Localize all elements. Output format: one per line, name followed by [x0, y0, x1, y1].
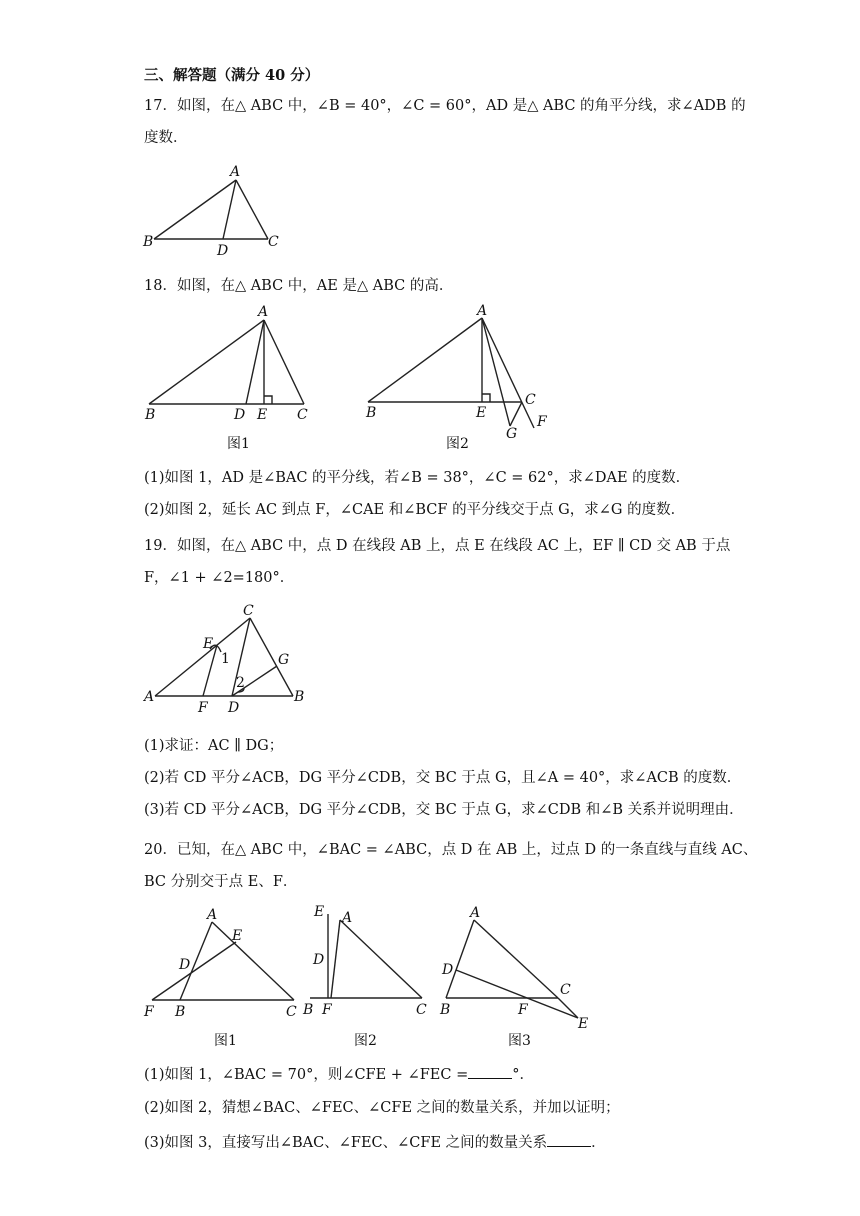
q19-part1: (1)求证：AC ∥ DG； [144, 738, 284, 754]
q20-fig2-label-B: B [303, 1002, 314, 1018]
q17-text-line2: 度数． [144, 130, 188, 146]
q18-fig2-caption: 图2 [446, 436, 469, 452]
q20-fig2-label-D: D [313, 952, 325, 968]
q20-fig3-label-F: F [518, 1002, 528, 1018]
q19-label-D: D [228, 700, 240, 716]
q20-fig2-label-F: F [322, 1002, 332, 1018]
section-title: 三、解答题（满分 40 分） [144, 67, 320, 84]
q18-fig2-label-E: E [476, 405, 487, 421]
q19-label-E: E [203, 636, 214, 652]
q18-fig2-label-A: A [477, 303, 488, 319]
q20-fig1-label-B: B [175, 1004, 186, 1020]
q20-figure-1 [140, 900, 310, 1050]
q20-fig1-label-A: A [207, 907, 218, 923]
q19-part2: (2)若 CD 平分∠ACB，DG 平分∠CDB，交 BC 于点 G，且∠A = 40°，求∠ACB 的度数． [144, 770, 742, 786]
q17-label-A: A [230, 164, 241, 180]
q18-fig2-label-B: B [366, 405, 377, 421]
q20-fig2-caption: 图2 [354, 1033, 377, 1049]
q18-fig2-label-C: C [525, 392, 536, 408]
q17-label-D: D [217, 243, 229, 259]
q20-fig1-label-F: F [144, 1004, 154, 1020]
q19-label-G: G [278, 652, 290, 668]
q20-fig3-label-C: C [560, 982, 571, 998]
q18-fig2-label-F: F [537, 414, 547, 430]
q17-figure [140, 160, 290, 260]
q20-part3-text: (3)如图 3，直接写出∠BAC、∠FEC、∠CFE 之间的数量关系 [144, 1135, 548, 1151]
q20-fig1-label-D: D [179, 957, 191, 973]
q18-part2: (2)如图 2，延长 AC 到点 F，∠CAE 和∠BCF 的平分线交于点 G，求∠G 的度数． [144, 502, 686, 518]
q20-text-line1: 20．已知，在△ ABC 中，∠BAC = ∠ABC，点 D 在 AB 上，过点 D 的一条直线与直线 AC、 [144, 842, 758, 858]
q18-fig1-label-B: B [145, 407, 156, 423]
q19-label-B: B [294, 689, 305, 705]
q20-fig3-label-D: D [442, 962, 454, 978]
q20-part1-blank[interactable] [468, 1064, 512, 1079]
q20-fig2-label-A: A [342, 910, 353, 926]
q20-fig1-caption: 图1 [214, 1033, 237, 1049]
q18-fig1-label-E: E [257, 407, 268, 423]
q20-text-line2: BC 分别交于点 E、F． [144, 874, 298, 890]
q20-figure-2 [300, 900, 440, 1050]
q20-part1-text: (1)如图 1，∠BAC = 70°，则∠CFE + ∠FEC = [144, 1067, 469, 1083]
q20-fig2-label-E: E [314, 904, 325, 920]
q20-fig1-label-C: C [286, 1004, 297, 1020]
q20-part1-suffix: °． [512, 1067, 534, 1083]
q20-part1 [144, 1064, 534, 1085]
q19-label-A: A [144, 689, 155, 705]
q19-text-line2: F，∠1 + ∠2=180°． [144, 570, 295, 586]
q18-text-line1: 18．如图，在△ ABC 中，AE 是△ ABC 的高． [144, 278, 454, 294]
q19-figure [140, 600, 320, 720]
q17-label-B: B [143, 234, 154, 250]
q18-fig1-label-D: D [234, 407, 246, 423]
q18-part1: (1)如图 1，AD 是∠BAC 的平分线，若∠B = 38°，∠C = 62°，求∠DAE 的度数． [144, 470, 691, 486]
q18-fig1-label-A: A [258, 304, 269, 320]
q18-figure-2 [362, 300, 562, 460]
q17-text-line1: 17．如图，在△ ABC 中，∠B = 40°，∠C = 60°，AD 是△ ABC 的角平分线，求∠ADB 的 [144, 98, 746, 114]
q20-figure-3 [438, 900, 598, 1050]
q20-fig3-label-A: A [470, 905, 481, 921]
q20-part2: (2)如图 2，猜想∠BAC、∠FEC、∠CFE 之间的数量关系，并加以证明； [144, 1100, 620, 1116]
q20-part3 [144, 1132, 606, 1153]
q18-fig2-label-G: G [506, 426, 518, 442]
q19-part3: (3)若 CD 平分∠ACB，DG 平分∠CDB，交 BC 于点 G，求∠CDB 和∠B 关系并说明理由． [144, 802, 744, 818]
q20-fig3-label-B: B [440, 1002, 451, 1018]
q19-label-2: 2 [236, 675, 245, 691]
q20-part3-suffix: ． [591, 1135, 606, 1151]
q18-figure-1 [140, 300, 330, 460]
q18-fig1-label-C: C [297, 407, 308, 423]
q20-fig3-label-E: E [578, 1016, 589, 1032]
q20-fig2-label-C: C [416, 1002, 427, 1018]
q19-label-F: F [198, 700, 208, 716]
q20-fig1-label-E: E [232, 928, 243, 944]
q20-part3-blank[interactable] [547, 1132, 591, 1147]
q19-label-C: C [243, 603, 254, 619]
q19-label-1: 1 [221, 651, 230, 667]
q20-fig3-caption: 图3 [508, 1033, 531, 1049]
q17-label-C: C [268, 234, 279, 250]
q18-fig1-caption: 图1 [227, 436, 250, 452]
q19-text-line1: 19．如图，在△ ABC 中，点 D 在线段 AB 上，点 E 在线段 AC 上，EF ∥ CD 交 AB 于点 [144, 538, 731, 554]
